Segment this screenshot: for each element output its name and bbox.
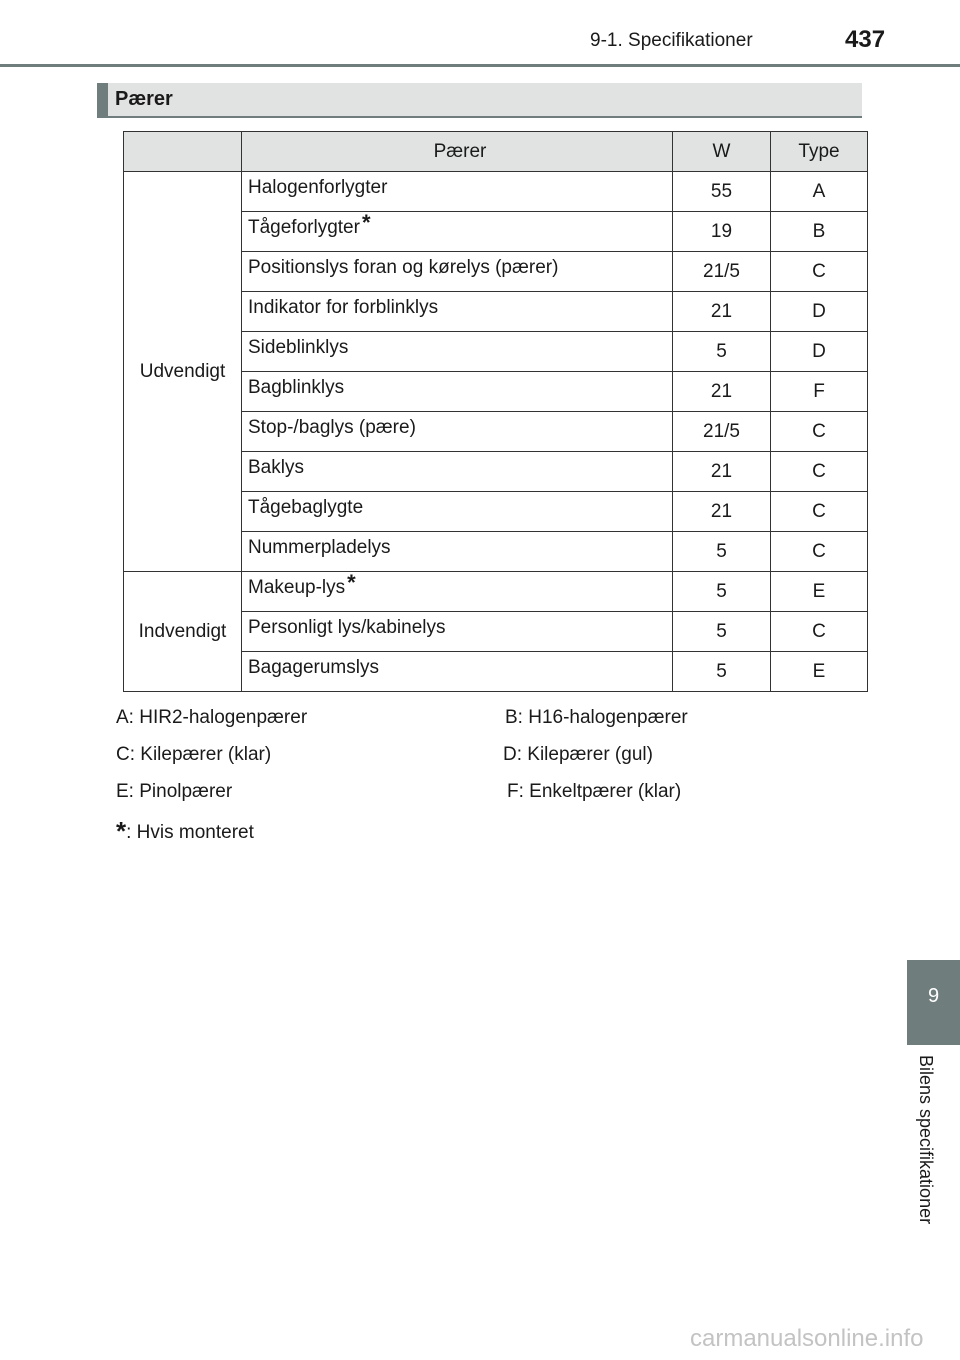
bulb-type: C [771, 492, 868, 532]
bulb-watt: 5 [673, 652, 771, 692]
bulb-watt: 21 [673, 452, 771, 492]
header-watt: W [673, 132, 771, 172]
table-row [124, 572, 868, 612]
page-number: 437 [845, 26, 886, 53]
bulb-name: Makeup-lys* [242, 572, 673, 612]
header-empty-cell [124, 132, 242, 172]
header-bulb: Pærer [242, 132, 673, 172]
bulb-watt: 5 [673, 532, 771, 572]
section-heading-bar [97, 83, 862, 118]
asterisk-marker: * [361, 210, 371, 235]
chapter-number: 9 [927, 985, 940, 1007]
bulb-watt: 21 [673, 372, 771, 412]
bulb-watt: 21 [673, 292, 771, 332]
chapter-tab [907, 960, 960, 1045]
bulb-name: Indikator for forblinklys [242, 292, 673, 332]
bulb-type: D [771, 292, 868, 332]
group-label-interior: Indvendigt [124, 572, 242, 692]
bulb-watt: 5 [673, 612, 771, 652]
bulb-type: C [771, 612, 868, 652]
bulb-watt: 5 [673, 332, 771, 372]
header-section-title: 9-1. Specifikationer [590, 30, 753, 51]
footnote-asterisk: * [116, 816, 127, 846]
header-type: Type [771, 132, 868, 172]
bulb-type: C [771, 252, 868, 292]
bulb-watt: 21/5 [673, 412, 771, 452]
table-row [124, 172, 868, 212]
bulb-name: Halogenforlygter [242, 172, 673, 212]
bulb-name: Stop-/baglys (pære) [242, 412, 673, 452]
footnote [116, 816, 254, 847]
legend-item-b: B: H16-halogenpærer [505, 707, 688, 728]
chapter-label: Bilens specifikationer [916, 1055, 936, 1225]
bulb-spec-table [123, 131, 868, 692]
bulb-name: Sideblinklys [242, 332, 673, 372]
bulb-name: Tågebaglygte [242, 492, 673, 532]
bulb-type: A [771, 172, 868, 212]
legend-item-e: E: Pinolpærer [116, 781, 233, 802]
bulb-name: Bagagerumslys [242, 652, 673, 692]
legend-item-c: C: Kilepærer (klar) [116, 744, 272, 765]
bulb-watt: 21/5 [673, 252, 771, 292]
bulb-type: D [771, 332, 868, 372]
legend-item-a: A: HIR2-halogenpærer [116, 707, 308, 728]
bulb-name: Personligt lys/kabinelys [242, 612, 673, 652]
bulb-type: F [771, 372, 868, 412]
bulb-name: Tågeforlygter* [242, 212, 673, 252]
bulb-type: B [771, 212, 868, 252]
watermark: carmanualsonline.info [690, 1325, 924, 1352]
bulb-type: E [771, 572, 868, 612]
legend-item-d: D: Kilepærer (gul) [503, 744, 653, 765]
group-label-exterior: Udvendigt [124, 172, 242, 572]
footnote-text: : Hvis monteret [126, 822, 254, 843]
bulb-watt: 55 [673, 172, 771, 212]
header-rule [0, 64, 960, 67]
bulb-name: Positionslys foran og kørelys (pærer) [242, 252, 673, 292]
table-header-row [124, 132, 868, 172]
bulb-watt: 5 [673, 572, 771, 612]
bulb-type: C [771, 452, 868, 492]
bulb-watt: 19 [673, 212, 771, 252]
asterisk-marker: * [347, 570, 356, 595]
bulb-type: C [771, 412, 868, 452]
bulb-type: C [771, 532, 868, 572]
bulb-type: E [771, 652, 868, 692]
section-title: Pærer [115, 88, 173, 110]
legend-item-f: F: Enkeltpærer (klar) [507, 781, 682, 802]
bulb-name: Bagblinklys [242, 372, 673, 412]
bulb-watt: 21 [673, 492, 771, 532]
bulb-name: Nummerpladelys [242, 532, 673, 572]
bulb-name: Baklys [242, 452, 673, 492]
